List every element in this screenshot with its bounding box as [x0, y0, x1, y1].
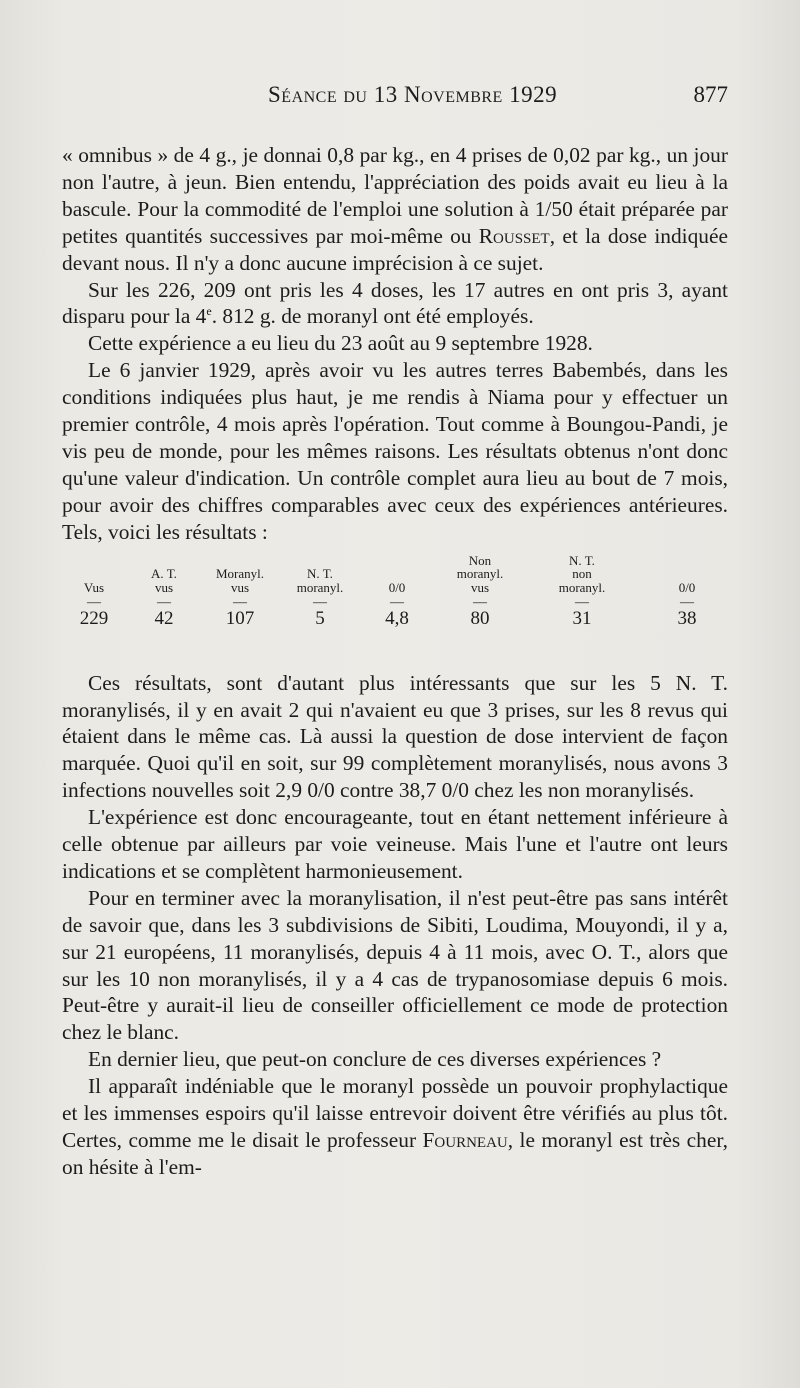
- table-rule: —: [575, 594, 589, 610]
- column-header-line: vus: [230, 579, 250, 595]
- paragraph-text: , et la dose indiquée devant nous. Il n'y a donc aucune imprécision à ce sujet.: [62, 223, 728, 275]
- body-text: [62, 142, 728, 1181]
- paragraph-text: L'expérience est donc encourageante, tout en étant nettement inférieure à celle obtenue par ailleurs par voie veineuse. Mais l'une et l'autre ont leurs indications et se complètent harmonieusement.: [62, 805, 728, 883]
- column-header-line: 0/0: [388, 579, 406, 595]
- paragraph: [62, 277, 728, 331]
- column-header-line: A. T.: [151, 565, 177, 581]
- paragraph-text: Pour en terminer avec la moranylisation, il n'est peut-être pas sans intérêt de savoir que, dans les 3 subdivisions de Sibiti, Loudima, Mouyondi, il y a, sur 21 européens, 11 moranylisés, depuis 4 à 11 mois, avec O. T., alors que sur les 10 non moranylisés, il y a 4 cas de trypanosomiase depuis 6 mois. Peut-être y aurait-il lieu de conseiller officiellement ce mode de protection chez le blanc.: [62, 885, 728, 1045]
- author-name: Rousset: [478, 223, 550, 248]
- table-cell-value: 38: [677, 607, 697, 629]
- table-rule: —: [87, 594, 101, 610]
- header-title: Séance du 13 Novembre 1929: [268, 82, 558, 107]
- author-name: Fourneau: [422, 1128, 508, 1152]
- column-header-line: moranyl.: [296, 579, 344, 595]
- paragraphs-before-table: [62, 142, 728, 546]
- results-table: [62, 552, 728, 664]
- paragraph-text: Il apparaît indéniable que le moranyl possède un pouvoir prophylactique et les immenses espoirs qu'il laisse entrevoir doivent être vérifiés au plus tôt. Certes, comme me le disait le professeur: [62, 1074, 728, 1152]
- paragraphs-after-table: [62, 670, 728, 1181]
- table-cell-value: 80: [470, 607, 490, 629]
- table-rule: —: [680, 594, 694, 610]
- paragraph: [62, 142, 728, 277]
- page-number: 877: [693, 82, 728, 107]
- paragraph-text: , le moranyl est très cher, on hésite à l'em-: [62, 1128, 728, 1179]
- column-header-line: moranyl.: [558, 579, 606, 595]
- table-rule: —: [313, 594, 327, 610]
- column-header-line: moranyl.: [456, 565, 504, 581]
- table-rule: —: [157, 594, 171, 610]
- column-header-line: vus: [154, 579, 174, 595]
- column-header-line: vus: [470, 579, 490, 595]
- paragraph-text: « omnibus » de 4 g., je donnai 0,8 par kg., en 4 prises de 0,02 par kg., un jour non l'autre, à jeun. Bien entendu, l'appréciation des poids avait eu lieu à la bascule. Pour la commodité de l'emploi une solution à 1/50 était préparée par petites quantités successives par moi-même ou: [62, 143, 728, 248]
- table-cell-value: 5: [315, 607, 325, 629]
- paragraph-text: Ces résultats, sont d'autant plus intéressants que sur les 5 N. T. moranylisés, il y en avait 2 qui n'avaient eu que 3 prises, sur les 8 revus qui étaient dans le même cas. Là aussi la question de dose intervient de façon marquée. Quoi qu'il en soit, sur 99 complètement moranylisés, nous avons 3 infections nouvelles soit 2,9 0/0 contre 38,7 0/0 chez les non moranylisés.: [62, 670, 728, 803]
- table-rule: —: [390, 594, 404, 610]
- table-cell-value: 107: [225, 607, 255, 629]
- paragraph: [62, 670, 728, 805]
- column-header-line: N. T.: [307, 565, 333, 581]
- running-header: [268, 82, 728, 112]
- table-rule: —: [233, 594, 247, 610]
- paragraph: [62, 330, 728, 357]
- table-cell-value: 42: [154, 607, 174, 629]
- paragraph-text: En dernier lieu, que peut-on conclure de ces diverses expériences ?: [88, 1047, 662, 1072]
- column-header-line: N. T.: [569, 552, 595, 568]
- paragraph: [62, 885, 728, 1046]
- column-header-line: Non: [468, 552, 492, 568]
- table-cell-value: 4,8: [385, 607, 409, 629]
- paragraph: [62, 357, 728, 545]
- column-header-line: 0/0: [678, 579, 696, 595]
- column-header-line: non: [572, 565, 592, 581]
- table-rule: —: [473, 594, 487, 610]
- paragraph: [62, 804, 728, 885]
- paragraph-text: . 812 g. de moranyl ont été employés.: [211, 304, 534, 329]
- table-cell-value: 31: [572, 607, 592, 629]
- paragraph-text: Sur les 226, 209 ont pris les 4 doses, les 17 autres en ont pris 3, ayant disparu pour la 4: [62, 277, 728, 329]
- table-cell-value: 229: [79, 607, 109, 629]
- column-header-line: Moranyl.: [215, 565, 265, 581]
- paragraph: [62, 1073, 728, 1181]
- paragraph-text: Cette expérience a eu lieu du 23 août au 9 septembre 1928.: [88, 331, 593, 356]
- paragraph: [62, 1046, 728, 1073]
- superscript: e: [206, 304, 212, 319]
- paragraph-text: Le 6 janvier 1929, après avoir vu les autres terres Babembés, dans les conditions indiquées plus haut, je me rendis à Niama pour y effectuer un premier contrôle, 4 mois après l'opération. Tout comme à Boungou-Pandi, je vis peu de monde, pour les mêmes raisons. Les résultats obtenus n'ont donc qu'une valeur d'indication. Un contrôle complet aura lieu au bout de 7 mois, pour avoir des chiffres comparables avec ceux des expériences antérieures. Tels, voici les résultats :: [62, 358, 728, 544]
- column-header-line: Vus: [83, 579, 105, 595]
